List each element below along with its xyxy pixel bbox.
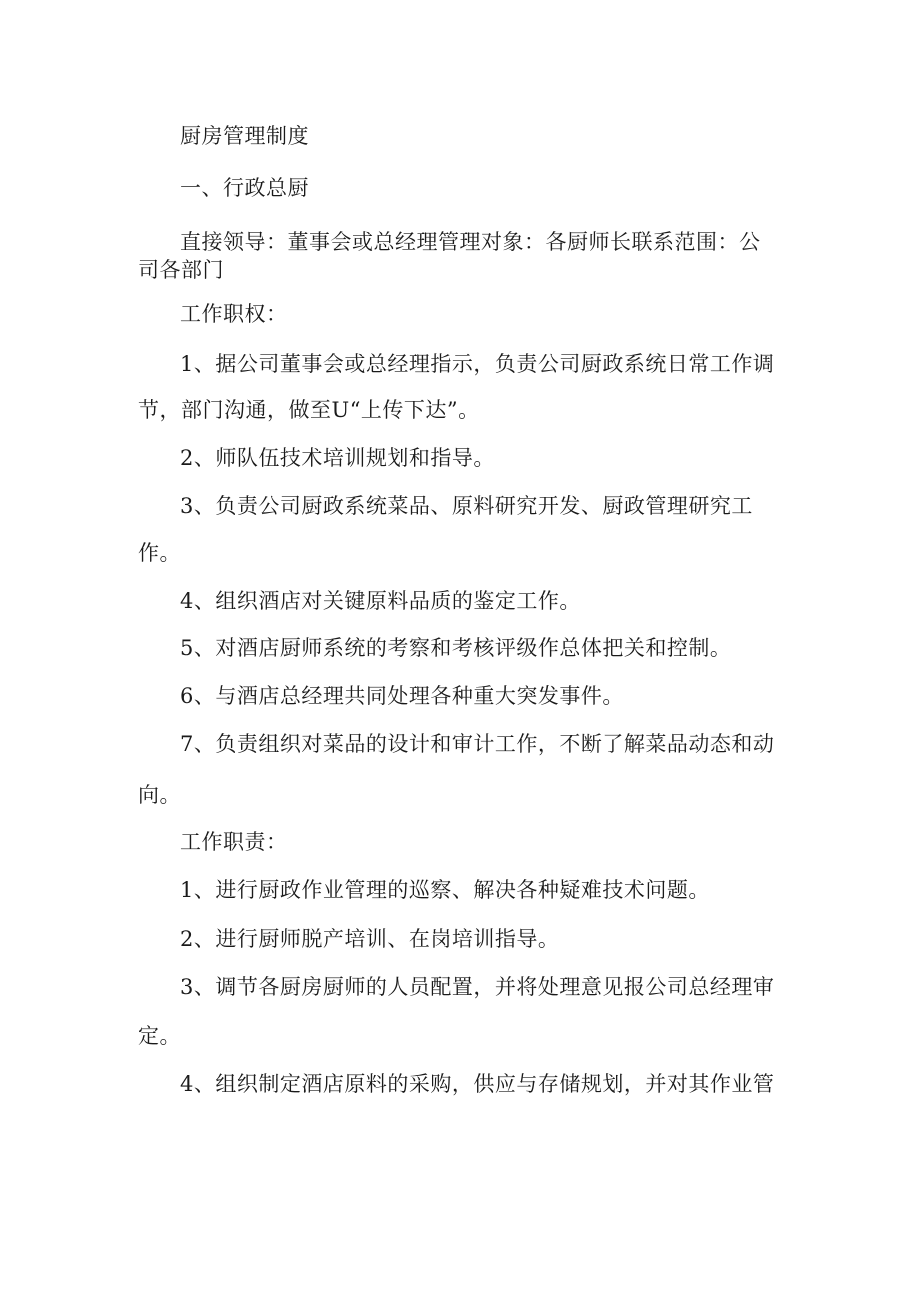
duties-item-2: 2、进行厨师脱产培训、在岗培训指导。 <box>180 927 560 951</box>
authority-item-3-line-2: 作。 <box>138 541 181 565</box>
section-heading: 一、行政总厨 <box>180 176 309 200</box>
duties-item-3-line-2: 定。 <box>138 1024 181 1048</box>
duties-heading: 工作职责： <box>180 830 288 854</box>
duties-item-4-line-1: 4、组织制定酒店原料的采购，供应与存储规划，并对其作业管 <box>180 1072 775 1096</box>
authority-item-7-line-1: 7、负责组织对菜品的设计和审计工作，不断了解菜品动态和动 <box>180 732 775 756</box>
authority-item-6: 6、与酒店总经理共同处理各种重大突发事件。 <box>180 684 624 708</box>
document-title: 厨房管理制度 <box>180 124 309 148</box>
authority-item-5: 5、对酒店厨师系统的考察和考核评级作总体把关和控制。 <box>180 636 732 660</box>
authority-item-4: 4、组织酒店对关键原料品质的鉴定工作。 <box>180 589 581 613</box>
duties-item-3-line-1: 3、调节各厨房厨师的人员配置，并将处理意见报公司总经理审 <box>180 975 775 999</box>
authority-item-1-line-2: 节，部门沟通，做至U“上传下达”。 <box>138 398 480 422</box>
authority-heading: 工作职权： <box>180 302 288 326</box>
reporting-line-2: 司各部门 <box>138 258 224 282</box>
authority-item-7-line-2: 向。 <box>138 783 181 807</box>
authority-item-2: 2、师队伍技术培训规划和指导。 <box>180 446 495 470</box>
duties-item-1: 1、进行厨政作业管理的巡察、解决各种疑难技术问题。 <box>180 878 710 902</box>
reporting-line-1: 直接领导：董事会或总经理管理对象：各厨师长联系范围：公 <box>180 230 761 254</box>
authority-item-3-line-1: 3、负责公司厨政系统菜品、原料研究开发、厨政管理研究工 <box>180 494 753 518</box>
authority-item-1-line-1: 1、据公司董事会或总经理指示，负责公司厨政系统日常工作调 <box>180 352 775 376</box>
